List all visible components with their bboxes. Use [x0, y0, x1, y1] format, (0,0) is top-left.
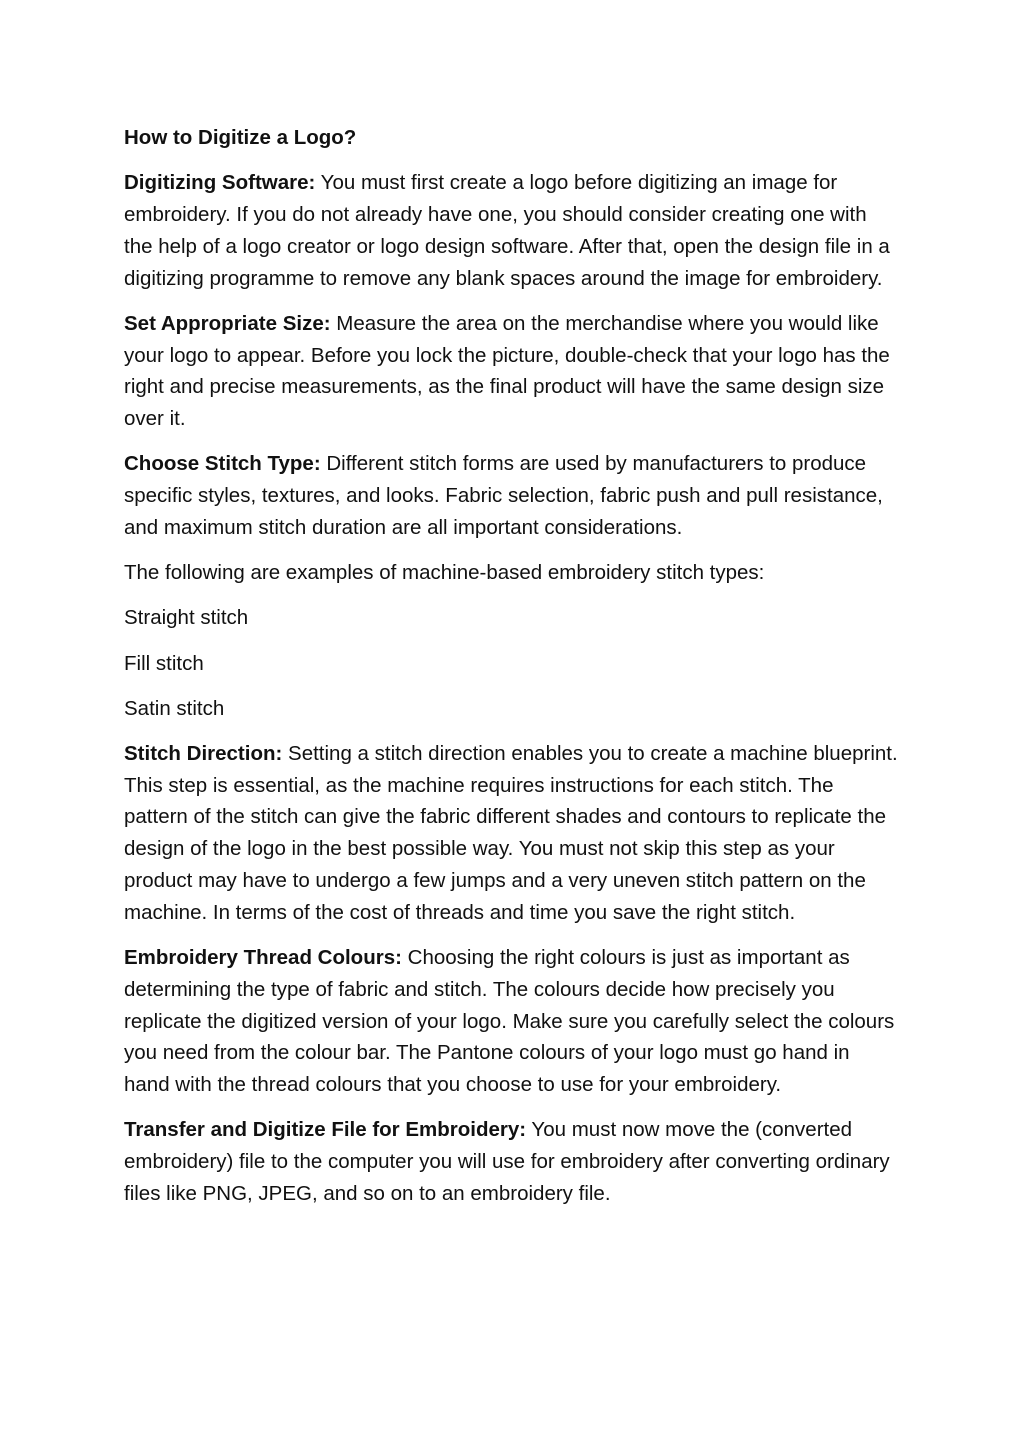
section-set-appropriate-size	[124, 308, 900, 435]
section-heading: Digitizing Software:	[124, 171, 316, 195]
section-text: Setting a stitch direction enables you to create a machine blueprint. This step is essential, as the machine requires instructions for each stitch. The pattern of the stitch can give the fabric different shades and contours to replicate the design of the logo in the best possible way. You must not skip this step as your product may have to undergo a few jumps and a very uneven stitch pattern on the machine. In terms of the cost of threads and time you save the right stitch.	[124, 741, 898, 924]
stitch-type-item: Fill stitch	[124, 651, 204, 675]
examples-intro: The following are examples of machine-based embroidery stitch types:	[124, 561, 765, 585]
section-digitizing-software	[124, 167, 900, 294]
section-text: Measure the area on the merchandise where you would like your logo to appear. Before you lock the picture, double-check that your logo has the right and precise measurements, as the final product will have the same design size over it.	[124, 311, 890, 431]
section-text: Different stitch forms are used by manufacturers to produce specific styles, textures, and looks. Fabric selection, fabric push and pull resistance, and maximum stitch duration are all important considerations.	[124, 452, 883, 539]
section-text: Choosing the right colours is just as important as determining the type of fabric and stitch. The colours decide how precisely you replicate the digitized version of your logo. Make sure you carefully select the colours you need from the colour bar. The Pantone colours of your logo must go hand in hand with the thread colours that you choose to use for your embroidery.	[124, 946, 895, 1097]
stitch-type-item: Satin stitch	[124, 696, 225, 720]
section-transfer-and-digitize	[124, 1114, 900, 1209]
document-body	[124, 122, 900, 1223]
document-title: How to Digitize a Logo?	[124, 126, 357, 149]
stitch-type-item: Straight stitch	[124, 606, 249, 630]
section-embroidery-thread-colours	[124, 942, 900, 1101]
section-heading: Transfer and Digitize File for Embroidery:	[124, 1118, 527, 1142]
section-text: You must now move the (converted embroidery) file to the computer you will use for embroidery after converting ordinary files like PNG, JPEG, and so on to an embroidery file.	[124, 1118, 890, 1206]
section-text: You must first create a logo before digitizing an image for embroidery. If you do not already have one, you should consider creating one with the help of a logo creator or logo design software. After that, open the design file in a digitizing programme to remove any blank spaces around the image for embroidery.	[124, 171, 890, 290]
section-stitch-direction	[124, 738, 900, 929]
section-choose-stitch-type	[124, 448, 900, 543]
section-heading: Embroidery Thread Colours:	[124, 946, 402, 970]
section-heading: Stitch Direction:	[124, 741, 283, 765]
section-heading: Set Appropriate Size:	[124, 311, 331, 335]
section-heading: Choose Stitch Type:	[124, 452, 321, 476]
